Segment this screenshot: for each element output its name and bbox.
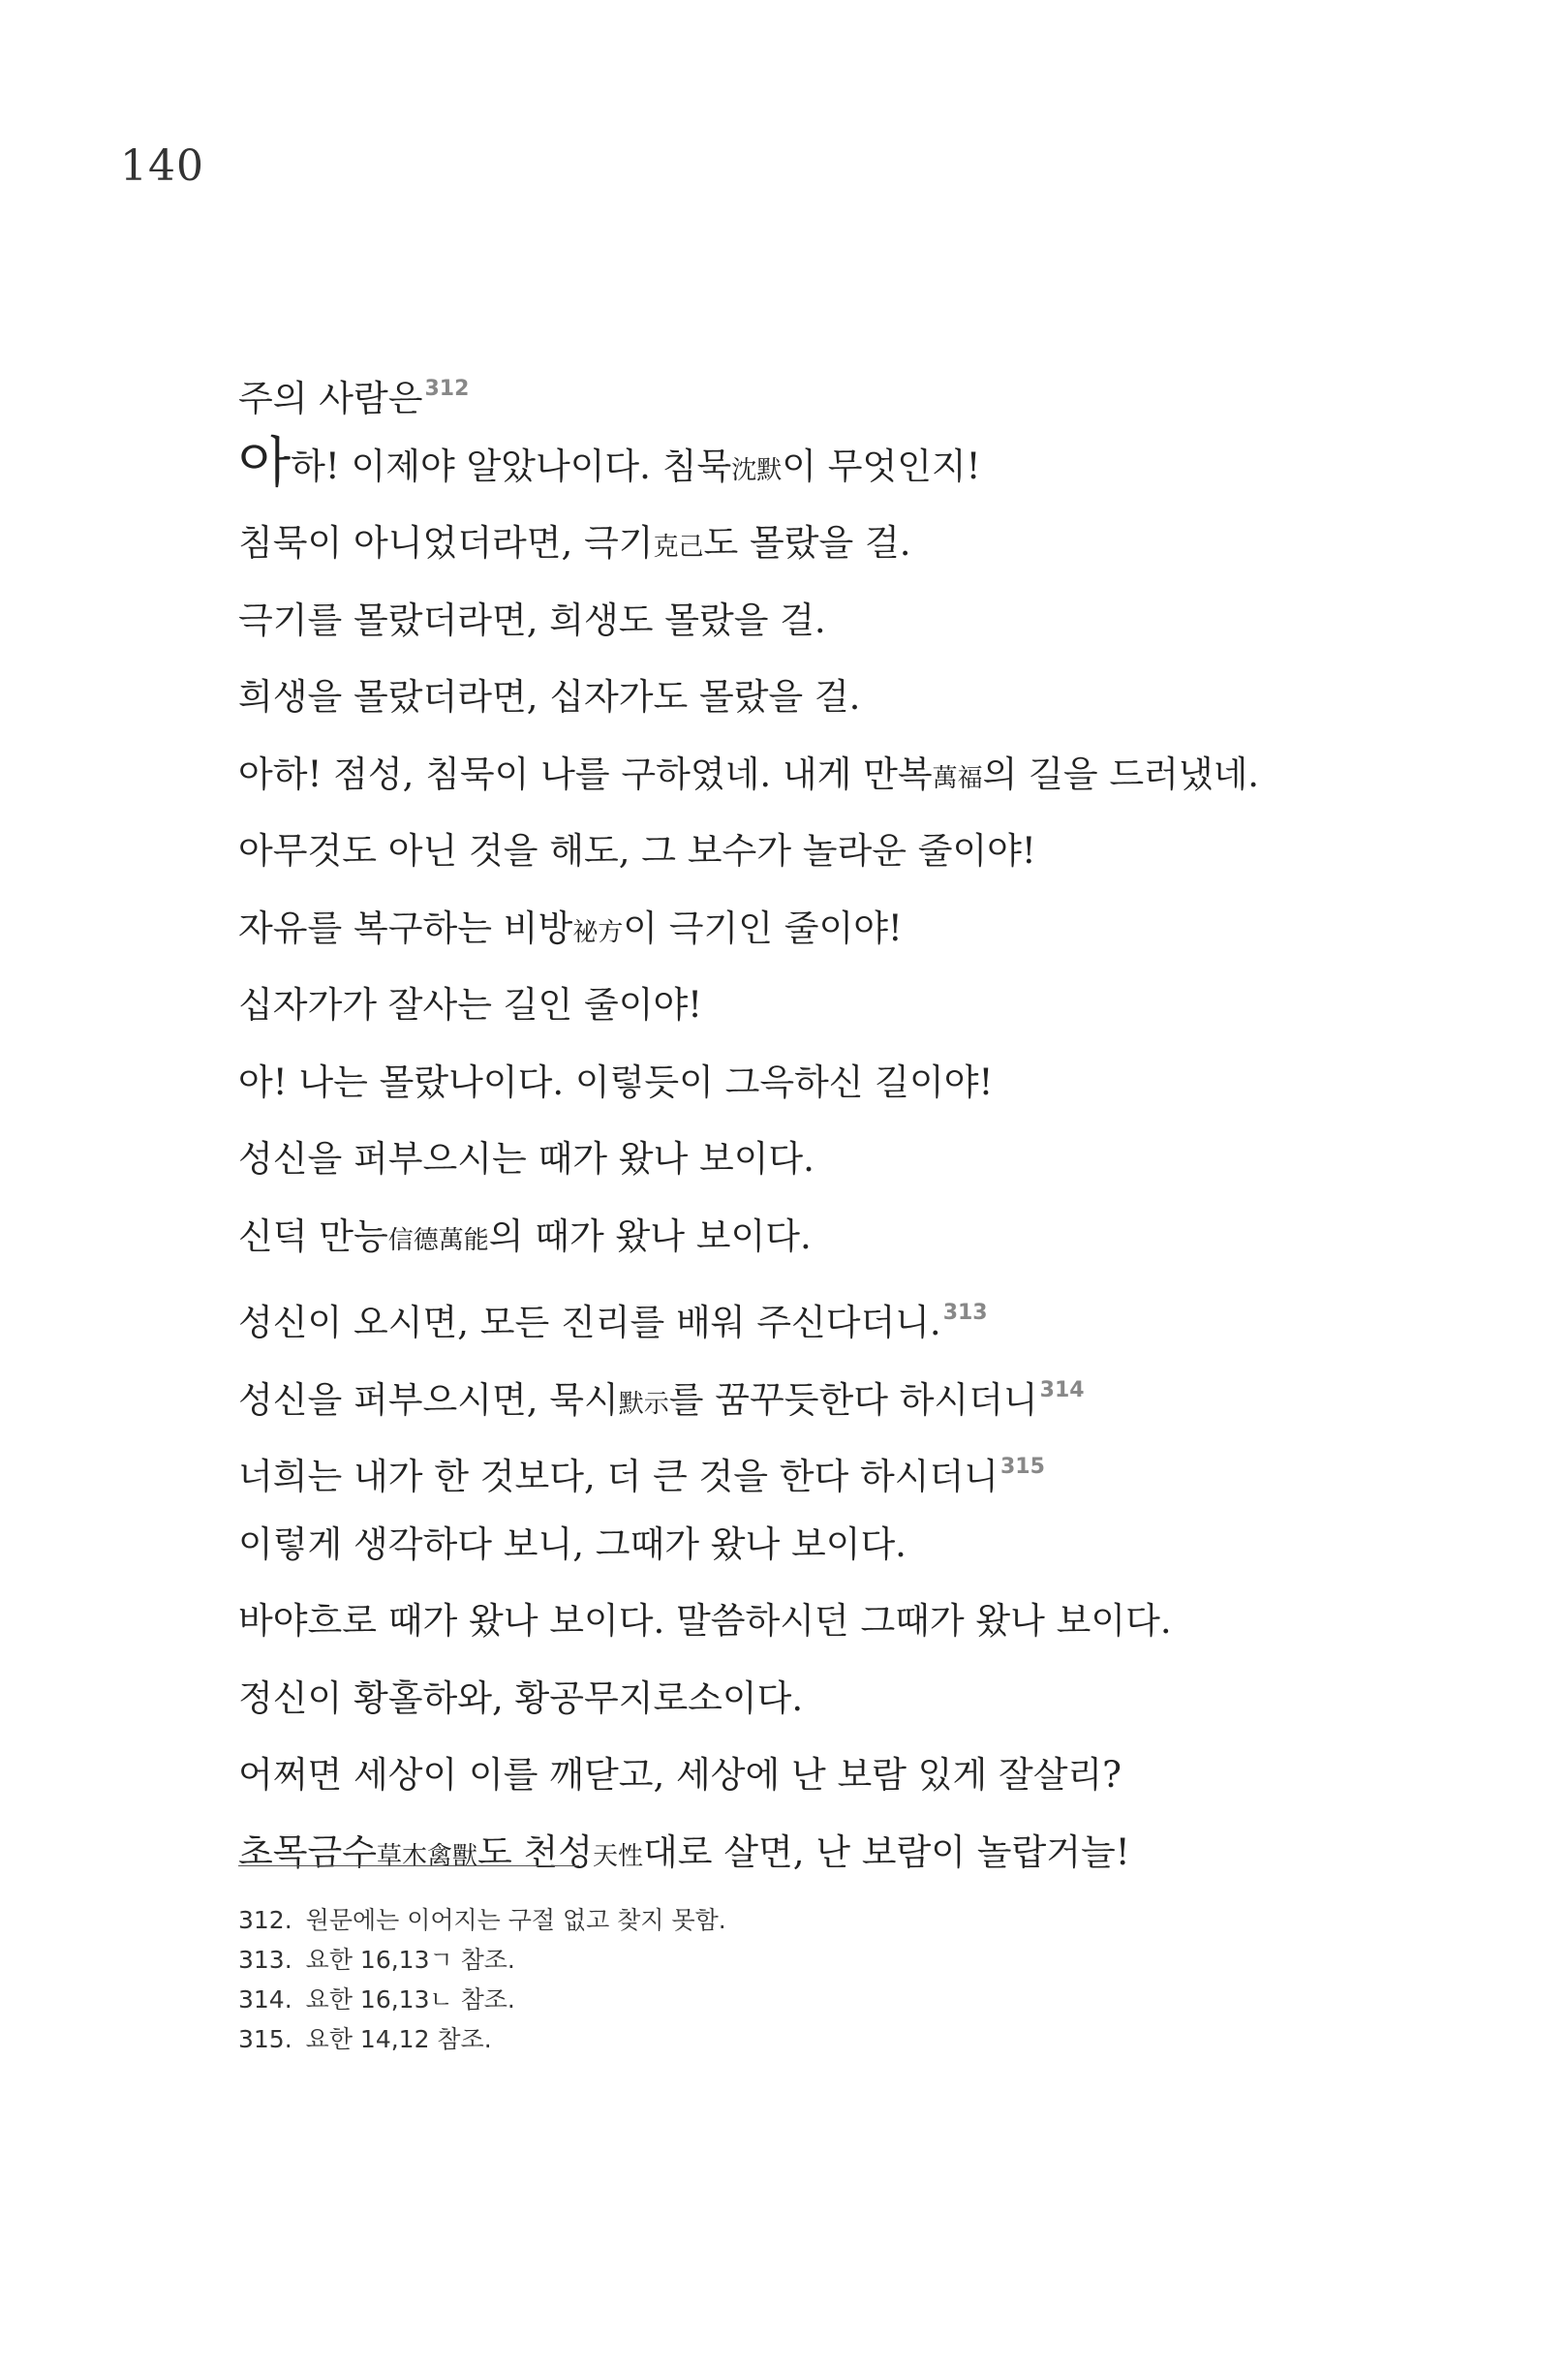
poem-line [238, 659, 1459, 736]
poem-line [238, 1814, 1459, 1891]
poem-text: 성신이 오시면, 모든 진리를 배워 주신다더니. [238, 1302, 941, 1343]
poem-line [238, 1044, 1459, 1122]
footnotes [238, 1900, 1400, 2059]
poem-line [238, 1121, 1459, 1198]
poem-text: 성신을 퍼부으시면, 묵시 [238, 1378, 619, 1421]
footnote-item [238, 1940, 1400, 1980]
footnote-divider [238, 1865, 579, 1866]
poem-text: 아! 나는 몰랐나이다. 이렇듯이 그윽하신 길이야! [238, 1061, 994, 1103]
hanja-gloss: 克己 [653, 533, 704, 562]
poem-line [238, 1737, 1459, 1814]
footnote-text: 요한 14,12 참조. [305, 2025, 492, 2053]
footnote-text: 요한 16,13ㄴ 참조. [305, 1985, 515, 2014]
hanja-gloss: 草木禽獸 [376, 1841, 477, 1871]
poem-text: 어쩌면 세상이 이를 깨닫고, 세상에 난 보람 있게 잘살리? [238, 1754, 1122, 1796]
hanja-gloss: 祕方 [572, 917, 624, 947]
poem-text: 아하! 점성, 침묵이 나를 구하였네. 내게 만복 [238, 753, 933, 795]
hanja-gloss: 默示 [618, 1389, 669, 1419]
poem-text: 의 길을 드러냈네. [982, 753, 1260, 795]
poem-text: 극기를 몰랐더라면, 희생도 몰랐을 걸. [238, 599, 826, 641]
poem-line [238, 736, 1459, 814]
footnote-text: 요한 16,13ㄱ 참조. [305, 1946, 515, 1974]
poem-text: 초목금수 [238, 1830, 377, 1873]
footnote-ref: 315 [999, 1455, 1045, 1479]
poem-text: 대로 살면, 난 보람이 놀랍거늘! [643, 1830, 1130, 1873]
poem-line [238, 582, 1459, 660]
poem-line [238, 1198, 1459, 1276]
poem-text: 의 때가 왔나 보이다. [488, 1215, 812, 1257]
footnote-ref: 314 [1039, 1377, 1085, 1402]
poem-text: 도 몰랐을 걸. [703, 522, 911, 564]
poem-line [238, 813, 1459, 890]
poem-text: 침묵이 아니었더라면, 극기 [238, 522, 654, 564]
footnote-number: 313. [238, 1946, 292, 1974]
poem-text: 신덕 만능 [238, 1215, 388, 1257]
poem-text: 이렇게 생각하다 보니, 그때가 왔나 보이다. [238, 1522, 907, 1565]
poem-text: 아무것도 아닌 것을 해도, 그 보수가 놀라운 줄이야! [238, 830, 1036, 872]
poem-text: 너희는 내가 한 것보다, 더 큰 것을 한다 하시더니 [238, 1456, 999, 1497]
footnote-ref: 313 [942, 1301, 988, 1325]
poem-text: 이 무엇인지! [782, 445, 981, 487]
poem-line [238, 1275, 1459, 1352]
poem-line [238, 1583, 1459, 1660]
poem-text: 정신이 황홀하와, 황공무지로소이다. [238, 1676, 804, 1719]
poem-text: 자유를 복구하는 비방 [238, 907, 573, 949]
poem-text: 이 극기인 줄이야! [623, 907, 903, 949]
hanja-gloss: 信德萬能 [387, 1225, 489, 1255]
poem-text: 희생을 몰랐더라면, 십자가도 몰랐을 걸. [238, 676, 861, 718]
footnote-number: 312. [238, 1906, 292, 1934]
poem-line [238, 1352, 1459, 1430]
footnote-item [238, 1900, 1400, 1940]
poem-line [238, 428, 1459, 506]
poem-line [238, 1660, 1459, 1738]
footnote-number: 314. [238, 1985, 292, 2014]
hanja-gloss: 萬福 [932, 763, 983, 793]
initial-letter: 아 [238, 431, 292, 495]
poem-text: 도 천성 [477, 1830, 593, 1873]
poem-line [238, 890, 1459, 968]
hanja-gloss: 天性 [592, 1841, 643, 1871]
poem-line [238, 1506, 1459, 1584]
poem-body [238, 351, 1459, 1891]
footnote-ref: 312 [424, 377, 470, 401]
poem-line [238, 505, 1459, 582]
poem-line [238, 351, 1459, 428]
poem-text: 바야흐로 때가 왔나 보이다. 말씀하시던 그때가 왔나 보이다. [238, 1600, 1172, 1642]
footnote-item [238, 2019, 1400, 2059]
poem-text: 하! 이제야 알았나이다. 침묵 [291, 445, 732, 487]
footnote-item [238, 1980, 1400, 2019]
poem-line [238, 1429, 1459, 1506]
page-number: 140 [120, 141, 204, 191]
footnote-text: 원문에는 이어지는 구절 없고 찾지 못함. [305, 1906, 726, 1934]
hanja-gloss: 沈默 [731, 455, 783, 485]
poem-text: 십자가가 잘사는 길인 줄이야! [238, 984, 703, 1026]
poem-text: 주의 사람은 [238, 378, 423, 419]
poem-text: 성신을 퍼부으시는 때가 왔나 보이다. [238, 1138, 815, 1180]
footnote-number: 315. [238, 2025, 292, 2053]
poem-text: 를 꿈꾸듯한다 하시더니 [668, 1378, 1038, 1421]
poem-line [238, 967, 1459, 1044]
